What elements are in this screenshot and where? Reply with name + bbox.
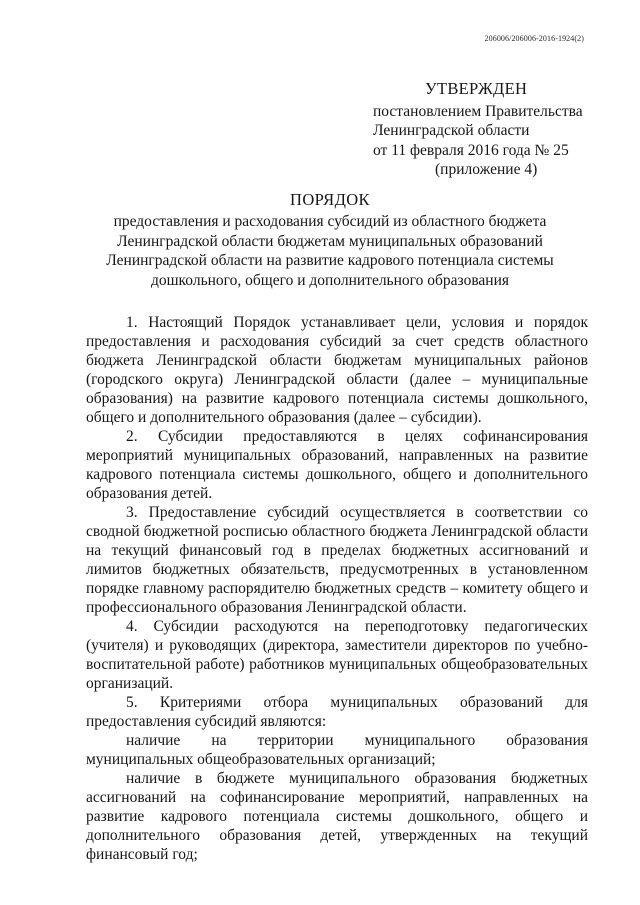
- document-title: ПОРЯДОК: [290, 190, 370, 209]
- paragraph-4: 4. Субсидии расходуются на переподготовку педагогических (учителя) и руководящих (директора, заместители директоров по учебно-воспитательной работе) работников муниципальных общеобразовательных организаций.: [86, 618, 588, 692]
- paragraph-6: наличие на территории муниципального образования муниципальных общеобразовательных организаций;: [86, 732, 588, 768]
- paragraph-7: наличие в бюджете муниципального образования бюджетных ассигнований на софинансирование мероприятий, направленных на развитие кадрового потенциала системы дошкольного, общего и дополнительного образования детей, утвержденных на текущий финансовый год;: [86, 770, 588, 863]
- approval-line-3: от 11 февраля 2016 года № 25: [373, 141, 569, 159]
- approval-line-2: Ленинградской области: [373, 122, 530, 139]
- document-subtitle-line-4: дошкольного, общего и дополнительного образования: [150, 271, 510, 289]
- paragraph-1: 1. Настоящий Порядок устанавливает цели, условия и порядок предоставления и расходования субсидий за счет средств областного бюджета Ленинградской области бюджетам муниципальных районов (городского округа) Ленинградской области (далее – муниципальные образования) на развитие кадрового потенциала системы дошкольного, общего и дополнительного образования (далее – субсидии).: [86, 314, 588, 426]
- document-body: [86, 313, 588, 864]
- document-subtitle-line-2: Ленинградской области бюджетам муниципальных образований: [117, 232, 543, 250]
- approval-heading: УТВЕРЖДЕН: [425, 79, 528, 98]
- approval-line-1: постановлением Правительства: [373, 102, 583, 120]
- document-title-block: [90, 190, 570, 290]
- document-subtitle-line-3: Ленинградской области на развитие кадрового потенциала системы: [106, 252, 554, 269]
- paragraph-5: 5. Критериями отбора муниципальных образований для предоставления субсидий являются:: [86, 694, 588, 730]
- document-subtitle-line-1: предоставления и расходования субсидий из областного бюджета: [113, 213, 547, 230]
- paragraph-2: 2. Субсидии предоставляются в целях софинансирования мероприятий муниципальных образований, направленных на развитие кадрового потенциала системы дошкольного, общего и дополнительного образования детей.: [86, 428, 588, 502]
- document-id: 206006/206006-2016-1924(2): [484, 34, 584, 43]
- approval-appendix: (приложение 4): [435, 161, 538, 178]
- paragraph-3: 3. Предоставление субсидий осуществляется в соответствии со сводной бюджетной росписью областного бюджета Ленинградской области на текущий финансовый год в пределах бюджетных ассигнований и лимитов бюджетных обязательств, предусмотренных в установленном порядке главному распорядителю бюджетных средств – комитету общего и профессионального образования Ленинградской области.: [86, 504, 588, 616]
- approval-stamp: [373, 79, 613, 180]
